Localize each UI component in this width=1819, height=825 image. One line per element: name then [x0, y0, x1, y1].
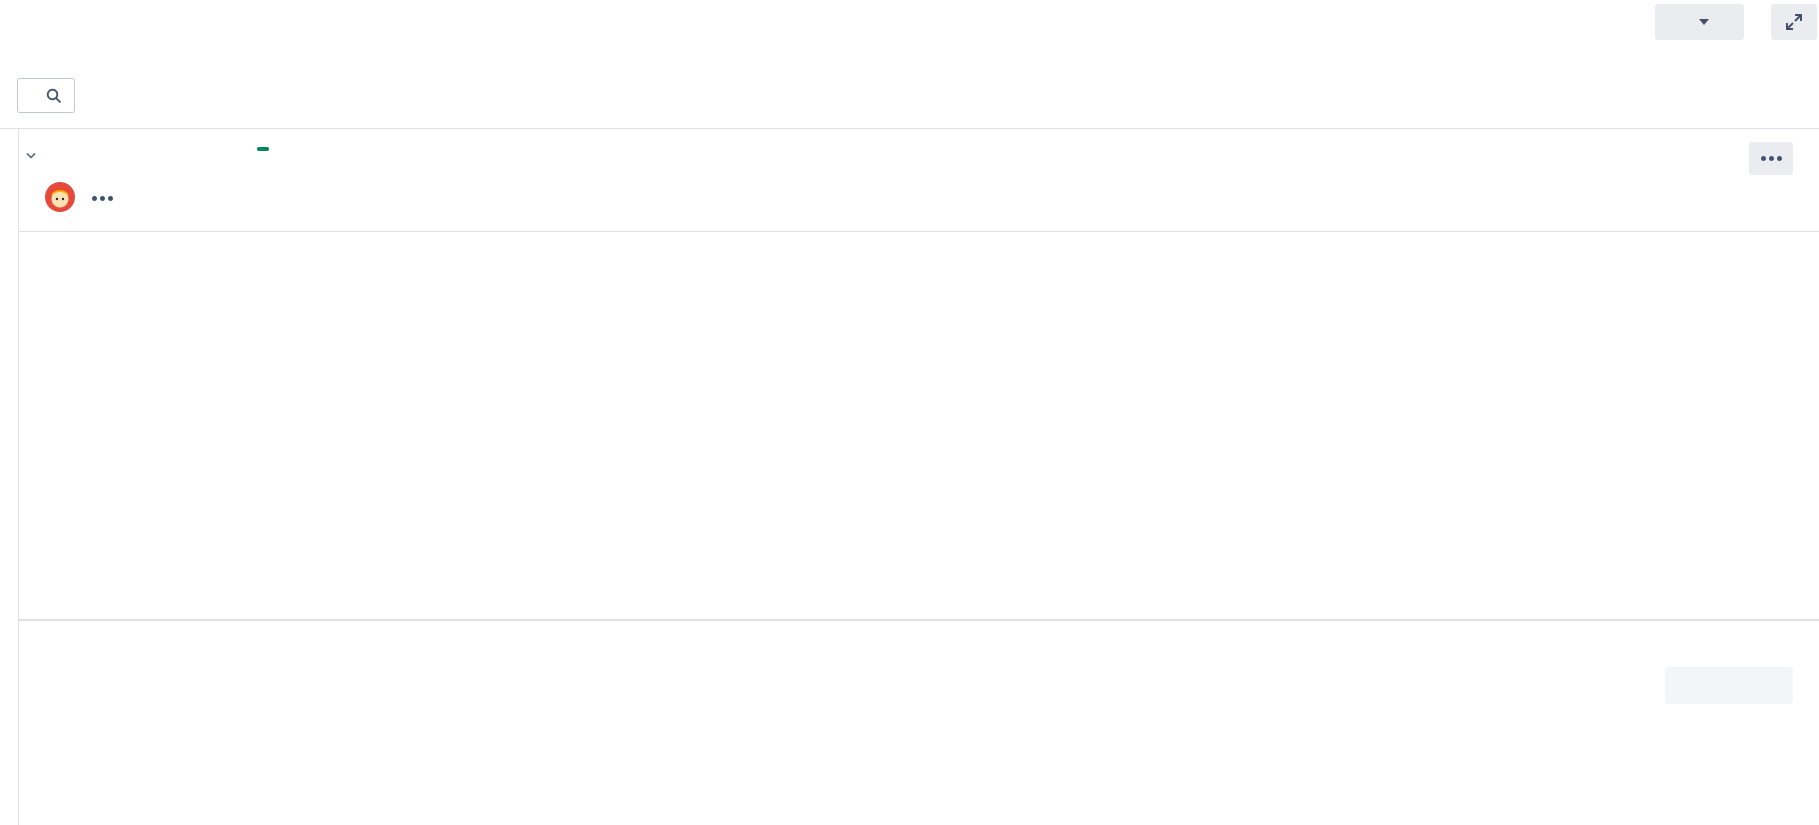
sprint-header: [26, 144, 1816, 184]
board-header: [0, 0, 1819, 128]
more-icon: [1761, 156, 1766, 161]
sprint-divider: [18, 231, 1819, 232]
create-sprint-button[interactable]: [1665, 667, 1793, 704]
chevron-down-icon[interactable]: [26, 152, 36, 160]
expand-icon: [1785, 13, 1803, 31]
sprint-actions-button[interactable]: [1749, 142, 1793, 175]
caret-down-icon: [1699, 19, 1709, 25]
section-separator: [18, 619, 1819, 621]
search-input[interactable]: [17, 78, 75, 113]
sprint-more-assignees-icon[interactable]: [92, 196, 113, 201]
fullscreen-button[interactable]: [1771, 4, 1817, 40]
count-in-progress-badge: [1656, 146, 1685, 166]
side-tabs: [0, 129, 19, 825]
search-icon: [46, 88, 62, 104]
count-done-badge: [1693, 146, 1722, 166]
dot: [92, 196, 97, 201]
more-icon-dot: [1769, 156, 1774, 161]
board-dropdown-button[interactable]: [1655, 4, 1744, 40]
header-divider: [0, 128, 1819, 129]
dot: [108, 196, 113, 201]
count-todo-badge: [1621, 146, 1650, 166]
sprint-assignee-avatar[interactable]: [45, 182, 75, 212]
sprint-status-badge: [257, 147, 269, 151]
dot: [100, 196, 105, 201]
more-icon-dot: [1777, 156, 1782, 161]
